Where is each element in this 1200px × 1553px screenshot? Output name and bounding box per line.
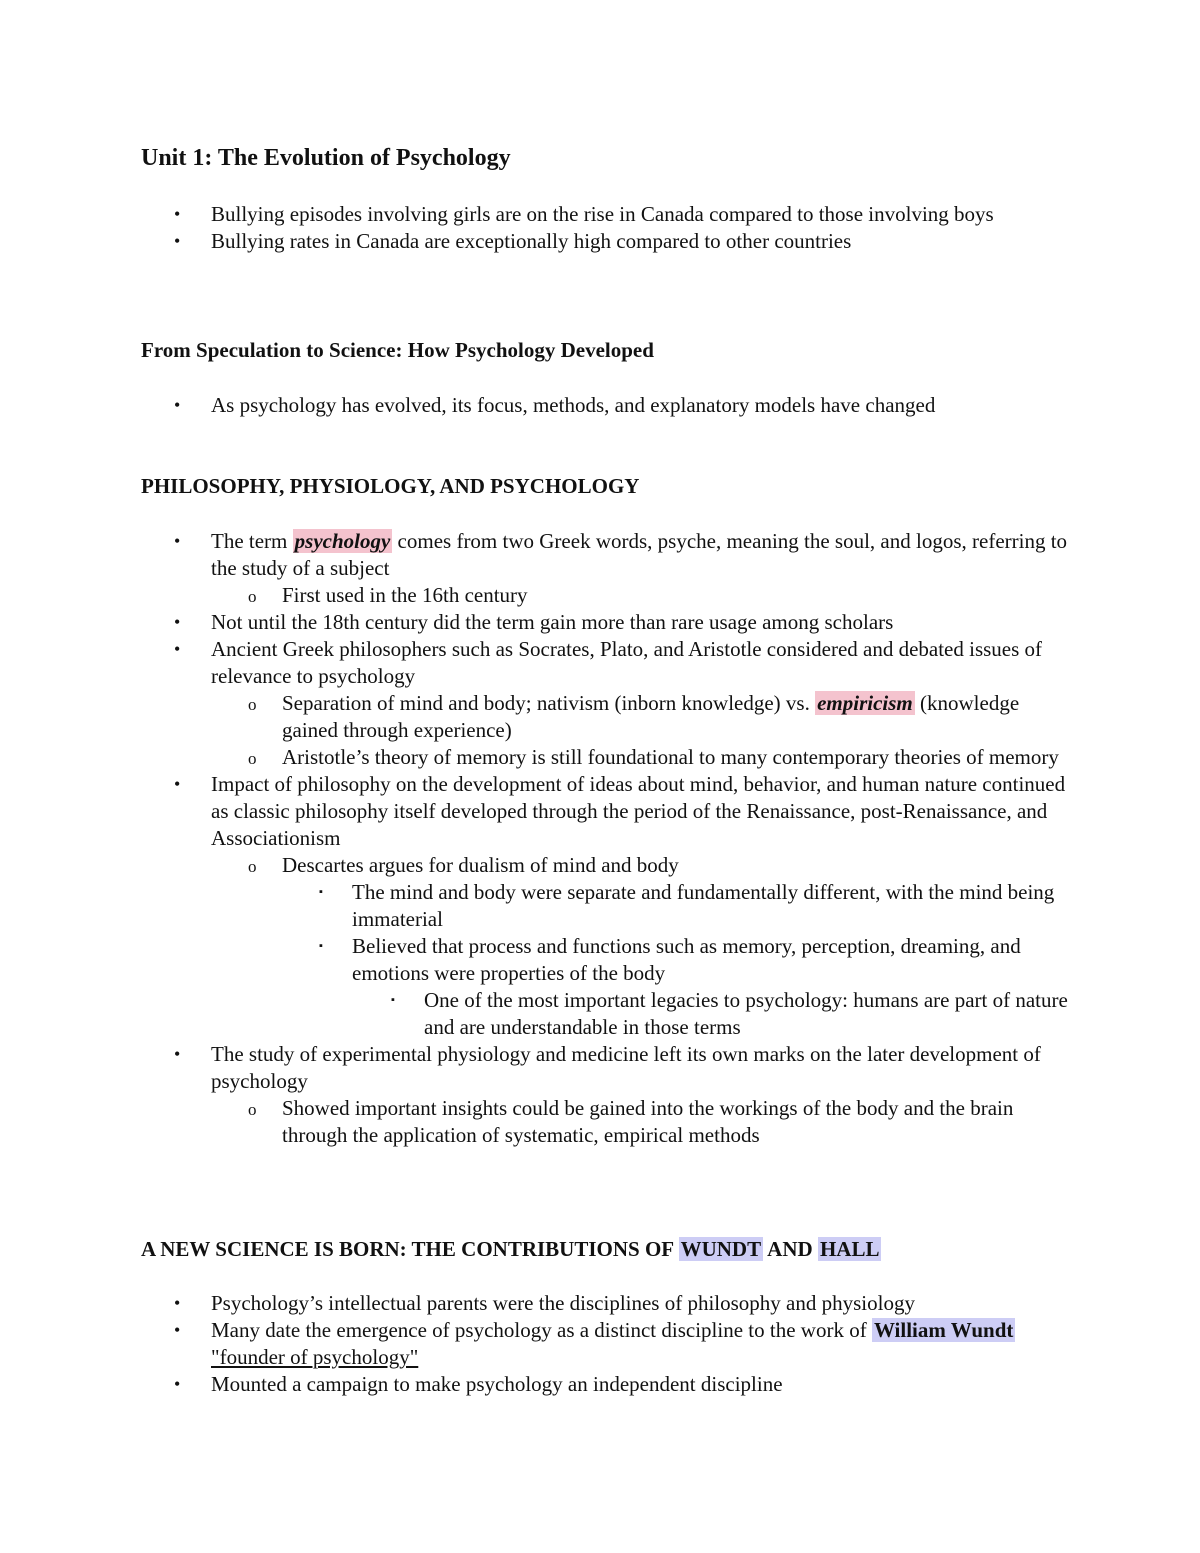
list-item-text: Many date the emergence of psychology as a distinct discipline to the work of <box>211 1318 872 1342</box>
list-item <box>174 528 1071 582</box>
bullet-marker: • <box>174 1320 181 1340</box>
circle-marker: o <box>248 587 257 606</box>
list-item-text: Showed important insights could be gained into the workings of the body and the brain through the application of systematic, empirical methods <box>282 1096 1014 1147</box>
list-item-text: Separation of mind and body; nativism (inborn knowledge) vs. <box>282 691 816 715</box>
list-item-text: Believed that process and functions such as memory, perception, dreaming, and emotions were properties of the body <box>352 934 1021 985</box>
list-item-text: Bullying rates in Canada are exceptionally high compared to other countries <box>211 229 852 253</box>
list-item-text: Impact of philosophy on the development of ideas about mind, behavior, and human nature continued as classic philosophy itself developed through the period of the Renaissance, post-Renaissance, and Associationism <box>211 772 1066 850</box>
document-title: Unit 1: The Evolution of Psychology <box>141 145 511 171</box>
bullet-marker: • <box>174 395 181 415</box>
list-item-text: Descartes argues for dualism of mind and body <box>282 853 679 877</box>
list-item-text: Mounted a campaign to make psychology an independent discipline <box>211 1372 783 1396</box>
circle-marker: o <box>248 749 257 768</box>
list-item-text: Ancient Greek philosophers such as Socrates, Plato, and Aristotle considered and debated issues of relevance to psychology <box>211 637 1043 688</box>
list-item-text: The term <box>211 529 293 553</box>
section-heading-new-science <box>141 1236 881 1263</box>
list-item-text: First used in the 16th century <box>282 583 528 607</box>
list-item-text: Bullying episodes involving girls are on the rise in Canada compared to those involving boys <box>211 202 994 226</box>
list-item <box>248 852 1072 879</box>
list-item <box>319 879 1072 933</box>
heading-text: A NEW SCIENCE IS BORN: THE CONTRIBUTIONS OF <box>141 1237 679 1261</box>
list-item <box>174 1041 1071 1095</box>
bullet-marker: • <box>174 231 181 251</box>
list-item <box>174 636 1071 690</box>
list-item-text: The study of experimental physiology and medicine left its own marks on the later development of psychology <box>211 1042 1041 1093</box>
list-item <box>174 228 1071 255</box>
list-item <box>174 609 1071 636</box>
list-item <box>174 1317 1071 1371</box>
bullet-marker: • <box>174 1044 181 1064</box>
square-marker: ▪ <box>319 886 323 898</box>
list-item-text: As psychology has evolved, its focus, methods, and explanatory models have changed <box>211 393 936 417</box>
list-item-text: Not until the 18th century did the term gain more than rare usage among scholars <box>211 610 894 634</box>
intro-bullet-list <box>0 201 1200 255</box>
section-heading-philosophy: PHILOSOPHY, PHYSIOLOGY, AND PSYCHOLOGY <box>141 474 640 498</box>
square-marker: ▪ <box>319 940 323 952</box>
list-item-text: One of the most important legacies to psychology: humans are part of nature and are understandable in those terms <box>424 988 1068 1039</box>
bullet-marker: • <box>174 531 181 551</box>
list-item <box>248 744 1072 771</box>
circle-marker: o <box>248 857 257 876</box>
list-item-text: Psychology’s intellectual parents were the disciplines of philosophy and physiology <box>211 1291 915 1315</box>
list-item-text: comes from two Greek words, psyche, meaning the soul, and logos, referring to the study of a subject <box>211 529 1068 580</box>
bullet-marker: • <box>174 204 181 224</box>
square-marker: ▪ <box>391 994 395 1006</box>
list-item <box>319 933 1072 987</box>
bullet-marker: • <box>174 774 181 794</box>
list-item <box>174 1290 1071 1317</box>
list-item <box>391 987 1074 1041</box>
highlighted-term-psychology: psychology <box>294 529 391 553</box>
section1-bullet-list <box>0 392 1200 419</box>
highlighted-name-hall: HALL <box>819 1237 880 1261</box>
list-item <box>174 1371 1071 1398</box>
founder-quote: "founder of psychology" <box>211 1345 419 1369</box>
list-item-text: (knowledge gained through experience) <box>282 691 1020 742</box>
section-heading-speculation: From Speculation to Science: How Psychology Developed <box>141 338 654 362</box>
list-item <box>248 690 1072 744</box>
list-item <box>174 201 1071 228</box>
list-item <box>174 771 1071 852</box>
heading-text: AND <box>763 1237 818 1261</box>
list-item <box>174 392 1071 419</box>
list-item <box>248 582 1072 609</box>
highlighted-name-william-wundt: William Wundt <box>873 1318 1014 1342</box>
bullet-marker: • <box>174 1293 181 1313</box>
list-item-text: Aristotle’s theory of memory is still foundational to many contemporary theories of memory <box>282 745 1059 769</box>
section2-bullet-list <box>0 528 1200 1149</box>
highlighted-term-empiricism: empiricism <box>817 691 913 715</box>
bullet-marker: • <box>174 639 181 659</box>
bullet-marker: • <box>174 1374 181 1394</box>
bullet-marker: • <box>174 612 181 632</box>
highlighted-name-wundt: WUNDT <box>680 1237 762 1261</box>
list-item <box>248 1095 1072 1149</box>
section3-bullet-list <box>0 1290 1200 1398</box>
circle-marker: o <box>248 695 257 714</box>
circle-marker: o <box>248 1100 257 1119</box>
list-item-text: The mind and body were separate and fundamentally different, with the mind being immaterial <box>352 880 1055 931</box>
